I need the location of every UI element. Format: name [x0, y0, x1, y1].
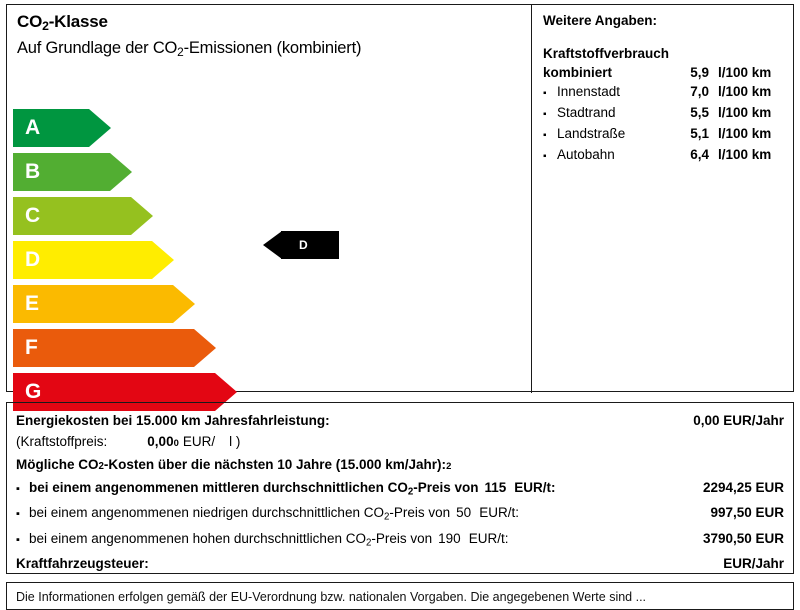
- row-text: [29, 502, 710, 527]
- efficiency-band-d: [13, 241, 243, 279]
- row-text-part2: -Preis von: [413, 480, 479, 495]
- energy-cost-row: [16, 410, 784, 431]
- row-unit: l/100 km: [718, 65, 772, 80]
- subtitle-subscript: 2: [177, 45, 184, 60]
- energy-cost-value: 0,00 EUR/Jahr: [693, 413, 784, 428]
- fuel-price-tail: l ): [229, 434, 241, 449]
- row-total: 2294,25 EUR: [702, 480, 784, 495]
- efficiency-band-a: [13, 109, 243, 147]
- row-value: 5,9: [690, 65, 709, 80]
- row-value: 6,4: [690, 147, 709, 162]
- row-unit: l/100 km: [718, 105, 772, 120]
- co2-price-row-hoch: [16, 528, 784, 553]
- row-bullet: ▪: [16, 533, 20, 546]
- band-body: [13, 329, 194, 367]
- footer-note-panel: [6, 582, 794, 610]
- co2-cost-heading-subscript: 2: [98, 461, 104, 472]
- page-subtitle: [17, 37, 517, 63]
- row-price: 50: [456, 505, 472, 521]
- band-letter: C: [25, 204, 41, 227]
- subtitle-part2: -Emissionen (kombiniert): [183, 39, 362, 58]
- subtitle-part1: Auf Grundlage der CO: [17, 39, 178, 58]
- title-suffix: -Klasse: [48, 12, 108, 31]
- fuel-row-landstrasse: [543, 124, 793, 145]
- band-arrow-tip: [194, 329, 216, 367]
- efficiency-band-f: [13, 329, 243, 367]
- row-text: [29, 528, 703, 553]
- page-title: [17, 11, 517, 37]
- co2-price-row-niedrig: [16, 502, 784, 527]
- band-arrow-tip: [89, 109, 111, 147]
- fuel-consumption-heading: Kraftstoffverbrauch: [543, 46, 670, 61]
- row-label: Stadtrand: [557, 105, 616, 120]
- band-letter: D: [25, 248, 41, 271]
- row-bullet: ▪: [543, 109, 547, 120]
- band-letter: A: [25, 116, 41, 139]
- fuel-row-stadtrand: [543, 103, 793, 124]
- marker-body: [281, 231, 339, 259]
- efficiency-band-e: [13, 285, 243, 323]
- title-block: [17, 11, 517, 63]
- row-bullet: ▪: [543, 151, 547, 162]
- row-label: Autobahn: [557, 147, 615, 162]
- band-letter: B: [25, 160, 41, 183]
- band-arrow-tip: [152, 241, 174, 279]
- row-unit: l/100 km: [718, 84, 772, 99]
- marker-arrow-tip: [263, 231, 282, 259]
- efficiency-band-b: [13, 153, 243, 191]
- vehicle-tax-value: EUR/Jahr: [723, 556, 784, 572]
- efficiency-scale: [13, 109, 243, 417]
- title-subscript: 2: [42, 19, 49, 34]
- row-text-subscript: 2: [365, 537, 372, 549]
- row-unit: EUR/t:: [468, 530, 509, 546]
- row-label: Landstraße: [557, 126, 626, 141]
- row-label: kombiniert: [543, 65, 613, 80]
- row-price: 190: [438, 530, 461, 546]
- row-text-part1: bei einem angenommenen mittleren durchschnittlichen CO: [29, 480, 408, 495]
- marker-letter: D: [299, 238, 308, 252]
- fuel-price-superscript: 0: [173, 438, 179, 449]
- footer-note-text: Die Informationen erfolgen gemäß der EU-Verordnung bzw. nationalen Vorgaben. Die angegebenen Werte sind ...: [16, 590, 647, 604]
- co2-cost-heading-superscript: 2: [446, 461, 452, 472]
- co2-cost-heading-part1: Mögliche CO: [16, 457, 99, 472]
- fuel-price-value: 0,00: [147, 434, 174, 449]
- row-total: 3790,50 EUR: [702, 530, 784, 546]
- row-bullet: ▪: [16, 483, 20, 495]
- band-letter: E: [25, 292, 40, 315]
- panel-vertical-divider: [531, 5, 532, 393]
- fuel-price-label: (Kraftstoffpreis:: [16, 434, 108, 449]
- fuel-price-unit: EUR/: [182, 434, 216, 449]
- row-label: Innenstadt: [557, 84, 621, 99]
- band-arrow-tip: [110, 153, 132, 191]
- row-text-part2: -Preis von: [371, 530, 433, 546]
- vehicle-tax-row: [16, 553, 784, 574]
- title-prefix: CO: [17, 12, 43, 31]
- fuel-row-kombiniert: [543, 63, 793, 82]
- row-value: 5,1: [690, 126, 709, 141]
- fuel-row-innenstadt: [543, 82, 793, 103]
- row-bullet: ▪: [543, 130, 547, 141]
- co2-price-row-mittel: [16, 477, 784, 502]
- row-text: [29, 477, 703, 502]
- top-panel: [6, 4, 794, 403]
- band-arrow-tip: [131, 197, 153, 235]
- fuel-price-row: [16, 431, 784, 454]
- row-text-part2: -Preis von: [389, 505, 451, 521]
- co2-cost-heading: [16, 454, 784, 477]
- row-unit: l/100 km: [718, 147, 772, 162]
- row-price: 115: [484, 480, 507, 495]
- fuel-row-autobahn: [543, 145, 793, 166]
- row-unit: l/100 km: [718, 126, 772, 141]
- additional-info-column: [543, 11, 793, 166]
- row-text-subscript: 2: [407, 486, 414, 498]
- vehicle-tax-label: Kraftfahrzeugsteuer:: [16, 556, 149, 572]
- row-total: 997,50 EUR: [710, 505, 784, 521]
- row-value: 7,0: [690, 84, 709, 99]
- band-arrow-tip: [173, 285, 195, 323]
- row-text-part1: bei einem angenommenen hohen durchschnittlichen CO: [29, 530, 366, 546]
- row-text-part1: bei einem angenommenen niedrigen durchschnittlichen CO: [29, 505, 384, 521]
- row-value: 5,5: [690, 105, 709, 120]
- row-bullet: ▪: [543, 88, 547, 99]
- energy-cost-label: Energiekosten bei 15.000 km Jahresfahrleistung:: [16, 413, 330, 428]
- band-letter: G: [25, 380, 42, 403]
- co2-class-marker: [263, 231, 339, 259]
- efficiency-band-c: [13, 197, 243, 235]
- band-letter: F: [25, 336, 38, 359]
- co2-cost-heading-part2: -Kosten über die nächsten 10 Jahre (15.000 km/Jahr):: [103, 457, 447, 472]
- row-unit: EUR/t:: [479, 505, 519, 521]
- additional-info-heading: Weitere Angaben:: [543, 13, 658, 28]
- row-bullet: ▪: [16, 508, 20, 521]
- row-unit: EUR/t:: [514, 480, 556, 495]
- row-text-subscript: 2: [383, 511, 390, 523]
- cost-panel: [6, 402, 794, 574]
